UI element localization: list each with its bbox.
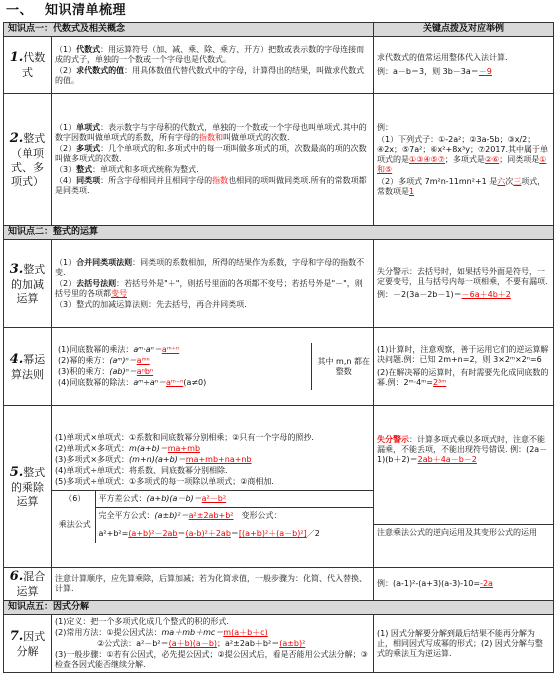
row-label: 2.整式（单项式、多项式） — [4, 94, 52, 226]
row-notes: 失分警示：去括号时，如果括号外面是符号，一定要变号，且与括号内每一项相乘，不要有漏项. 例：－2(3a－2b－1)＝－6a＋4b＋2 — [374, 240, 554, 328]
title-number: 一、 — [6, 2, 34, 18]
section-title: 知识点二：整式的运算 — [4, 226, 554, 240]
section-header — [4, 23, 554, 37]
list-item: (2)常用方法：①提公因式法：ma＋mb＋mc＝m(a＋b＋c) — [55, 628, 268, 637]
list-item: (1)同底数幂的乘法：aᵐ·aⁿ＝aᵐ⁺ⁿ — [58, 345, 180, 354]
list-item: (4)同底数幂的除法：aᵐ÷aⁿ＝aᵐ⁻ⁿ(a≠0) — [58, 378, 207, 387]
exponent-note: 其中 m,n 都在整数 — [317, 356, 370, 376]
row-notes: 例： （1）下列式子：①-2a²；②3a-5b；③x/2；④2x；⑤7a²；⑥x²+8x³y；⑦2017.其中属于单项式的是①③④⑤⑦；多项式是②⑥；同类项是①和⑤ （2）多项式 7m²n-11mn²+1 是六次三项式，常数项是1 — [374, 94, 554, 226]
knowledge-table — [3, 22, 554, 673]
list-item: (1)定义：把一个多项式化成几个整式的积的形式. — [55, 617, 229, 626]
list-item: (5)多项式÷单项式：①多项式的每一项除以单项式；②商相加. — [55, 477, 274, 486]
section-title: 知识点一：代数式及相关概念 — [4, 23, 374, 37]
section-header — [4, 226, 554, 240]
list-item: （2）去括号法则：若括号外是"＋"，则括号里面的各项都不变号；若括号外是"－"，则括号里的各项都变号 — [55, 278, 363, 298]
page-title — [0, 0, 556, 22]
row-content — [52, 615, 374, 673]
row-label: 7.因式分解 — [4, 615, 52, 673]
list-item: (2)幂的乘方：(aᵐ)ⁿ＝aᵐⁿ — [58, 356, 150, 365]
row-label: 6.混合运算 — [4, 568, 52, 601]
row-content — [52, 406, 374, 568]
row-notes: 例：(a-1)²-(a+3)(a-3)-10=-2a — [374, 568, 554, 601]
section-title: 知识点五：因式分解 — [4, 601, 554, 615]
row-content — [52, 240, 374, 328]
row-label: 4.幂运算法则 — [4, 328, 52, 406]
list-item: （1）合并同类项法则：同类项的系数相加，所得的结果作为系数，字母和字母的指数不变. — [55, 257, 365, 277]
list-item: (3)一般步骤：①若有公因式，必先提公因式；②提公因式后，看是否能用公式法分解；③检查各因式能否继续分解. — [55, 650, 368, 669]
row-label: 5.整式的乘除运算 — [4, 406, 52, 568]
list-item: (3)积的乘方：(ab)ⁿ＝aⁿbⁿ — [58, 367, 154, 376]
row-content — [52, 94, 374, 226]
row-notes: (1)计算时，注意观察，善于运用它们的逆运算解决问题.例：已知 2m+n=2，则 3×2ᵐ×2ⁿ=6 (2)在解决幂的运算时，有时需要先化成同底数的幂.例：2ᵐ·4ᵐ=2³ᵐ — [374, 328, 554, 406]
list-item: （3）整式的加减运算法则：先去括号，再合并同类项. — [55, 299, 247, 309]
formula-subtable: （6） 平方差公式：(a+b)(a－b)＝a²－b² 乘法公式 完全平方公式：(a±b)²＝a²±2ab+b² 变形公式： a²+b²=(a+b)²－2ab＝(a-b)²＋2ab＝[(a+b)²＋(a－b)²]／2 — [55, 491, 374, 543]
row-content — [52, 37, 374, 94]
column-header-right: 关键点拨及对应举例 — [374, 23, 554, 37]
table-row — [4, 615, 554, 673]
row-content: 注意计算顺序，应先算乘除，后算加减；若为化简求值，一般步骤为：化简、代入替换、计算. — [52, 568, 374, 601]
title-text: 知识清单梳理 — [45, 2, 127, 18]
list-item: （2）求代数式的值：用具体数值代替代数式中的字母，计算得出的结果，叫做求代数式的值。 — [55, 65, 365, 85]
table-row — [4, 406, 554, 568]
row-notes: (1) 因式分解要分解到最后结果不能再分解为止，相同因式写成幂的形式；(2) 因式分解与整式的乘法互为逆运算. — [374, 615, 554, 673]
list-item: （2）多项式：几个单项式的和.多项式中的每一项叫做多项式的项，次数最高的项的次数叫做多项式的次数. — [55, 144, 367, 163]
list-item: (2)单项式×多项式：m(a+b)＝ma+mb — [55, 444, 201, 453]
row-content — [52, 328, 374, 406]
list-item: ②公式法：a²－b²＝(a＋b)(a－b)；a²±2ab＋b²＝(a±b)² — [97, 639, 306, 648]
row-label: 1.代数式 — [4, 37, 52, 94]
table-row — [4, 94, 554, 226]
list-item: （4）同类项：所含字母相同并且相同字母的指数也相同的项叫做同类项.所有的常数项都是同类项. — [55, 176, 367, 195]
row-label: 3.整式的加减运算 — [4, 240, 52, 328]
list-item: (3)多项式×多项式：(m+n)(a+b)＝ma+mb+na+nb — [55, 455, 252, 464]
list-item: （1）代数式：用运算符号（加、减、乘、除、乘方、开方）把数或表示数的字母连接而成的式子，单独的一个数或一个字母也是代数式。 — [55, 44, 365, 64]
list-item: (4)单项式÷单项式：将系数、同底数幂分别相除. — [55, 466, 228, 475]
table-row — [4, 568, 554, 601]
list-item: （3）整式：单项式和多项式统称为整式. — [55, 165, 199, 174]
section-header — [4, 601, 554, 615]
list-item: (1)单项式×单项式：①系数和同底数幂分别相乘；②只有一个字母的照抄. — [55, 433, 314, 442]
list-item: （1）单项式：表示数字与字母积的代数式，单独的一个数或一个字母也叫单项式.其中的数字因数叫做单项式的系数，所有字母的指数和叫做单项式的次数. — [55, 123, 367, 142]
row-notes: 失分警示：计算多项式乘以多项式时，注意不能漏乘，不能丢项，不能出现符号错误. 例：(2a－1)(b＋2)＝2ab＋4a－b－2 注意乘法公式的逆向运用及其变形公式的运用 — [374, 406, 554, 568]
row-notes: 求代数式的值常运用整体代入法计算. 例：a－b＝3，则 3b－3a＝－9 — [374, 37, 554, 94]
table-row — [4, 37, 554, 94]
table-row — [4, 240, 554, 328]
table-row — [4, 328, 554, 406]
